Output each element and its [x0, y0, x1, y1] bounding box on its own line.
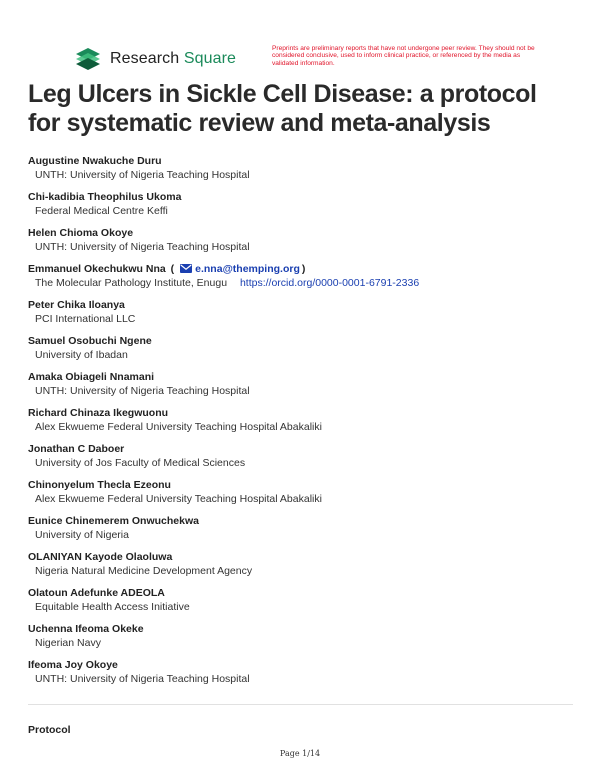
- author-affiliation: Equitable Health Access Initiative: [35, 601, 190, 613]
- author-affiliation: PCI International LLC: [35, 313, 136, 325]
- author-name[interactable]: Ifeoma Joy Okoye: [28, 658, 118, 671]
- author-entry: [28, 656, 588, 692]
- logo-wordmark: [110, 50, 236, 68]
- author-entry: [28, 548, 588, 584]
- author-email-link[interactable]: [180, 262, 300, 276]
- author-affiliation: Alex Ekwueme Federal University Teaching Hospital Abakaliki: [35, 421, 322, 433]
- author-list: [28, 152, 588, 692]
- logo-word-research: Research: [110, 50, 180, 67]
- author-affiliation: Nigeria Natural Medicine Development Agency: [35, 565, 253, 577]
- author-entry: [28, 224, 588, 260]
- section-heading-protocol: Protocol: [28, 724, 71, 736]
- author-name[interactable]: Chi-kadibia Theophilus Ukoma: [28, 190, 182, 203]
- author-entry: [28, 620, 588, 656]
- page-number: Page 1/14: [279, 749, 321, 758]
- author-affiliation: UNTH: University of Nigeria Teaching Hospital: [35, 241, 250, 253]
- author-entry-corresponding: [28, 260, 588, 296]
- author-name[interactable]: Emmanuel Okechukwu Nna: [28, 262, 166, 275]
- author-email: e.nna@themping.org: [195, 262, 300, 275]
- author-affiliation: Alex Ekwueme Federal University Teaching Hospital Abakaliki: [35, 493, 322, 505]
- author-affiliation: University of Jos Faculty of Medical Sciences: [35, 457, 246, 469]
- author-entry: [28, 440, 588, 476]
- author-name[interactable]: Amaka Obiageli Nnamani: [28, 370, 155, 383]
- author-name[interactable]: Chinonyelum Thecla Ezeonu: [28, 478, 171, 491]
- author-entry: [28, 512, 588, 548]
- author-affiliation: Federal Medical Centre Keffi: [35, 205, 168, 217]
- author-entry: [28, 404, 588, 440]
- preprint-disclaimer: Preprints are preliminary reports that have not undergone peer review. They should not be considered conclusive, used to inform clinical practice, or referenced by the media as validated information.: [272, 45, 535, 67]
- author-affiliation: Nigerian Navy: [35, 637, 101, 649]
- orcid-link[interactable]: https://orcid.org/0000-0001-6791-2336: [239, 277, 420, 289]
- author-entry: [28, 332, 588, 368]
- author-entry: [28, 368, 588, 404]
- author-name[interactable]: Uchenna Ifeoma Okeke: [28, 622, 144, 635]
- author-affiliation: University of Ibadan: [35, 349, 128, 361]
- author-name[interactable]: Jonathan C Daboer: [28, 442, 125, 455]
- author-name[interactable]: Eunice Chinemerem Onwuchekwa: [28, 514, 199, 527]
- author-name[interactable]: Samuel Osobuchi Ngene: [28, 334, 152, 347]
- author-entry: [28, 296, 588, 332]
- author-affiliation: UNTH: University of Nigeria Teaching Hospital: [35, 385, 250, 397]
- author-entry: [28, 476, 588, 512]
- author-name[interactable]: Augustine Nwakuche Duru: [28, 154, 162, 167]
- author-name-line: [28, 260, 588, 277]
- research-square-logo-icon: [74, 46, 104, 72]
- author-affiliation: The Molecular Pathology Institute, Enugu: [35, 277, 228, 289]
- logo-word-square: Square: [183, 50, 237, 67]
- section-divider: [28, 704, 573, 705]
- paper-title: Leg Ulcers in Sickle Cell Disease: a protocol for systematic review and meta-analysis: [28, 80, 537, 137]
- author-name[interactable]: Helen Chioma Okoye: [28, 226, 134, 239]
- author-name[interactable]: Richard Chinaza Ikegwuonu: [28, 406, 169, 419]
- open-paren: (: [167, 262, 175, 275]
- author-entry: [28, 152, 588, 188]
- author-entry: [28, 584, 588, 620]
- author-name[interactable]: Peter Chika Iloanya: [28, 298, 125, 311]
- author-name[interactable]: Olatoun Adefunke ADEOLA: [28, 586, 165, 599]
- close-paren: ): [301, 262, 306, 275]
- author-affiliation-line: [28, 277, 588, 290]
- author-name[interactable]: OLANIYAN Kayode Olaoluwa: [28, 550, 173, 563]
- author-affiliation: University of Nigeria: [35, 529, 129, 541]
- author-entry: [28, 188, 588, 224]
- envelope-icon: [180, 264, 192, 273]
- research-square-logo[interactable]: [74, 46, 236, 72]
- author-affiliation: UNTH: University of Nigeria Teaching Hospital: [35, 169, 250, 181]
- author-affiliation: UNTH: University of Nigeria Teaching Hospital: [35, 673, 250, 685]
